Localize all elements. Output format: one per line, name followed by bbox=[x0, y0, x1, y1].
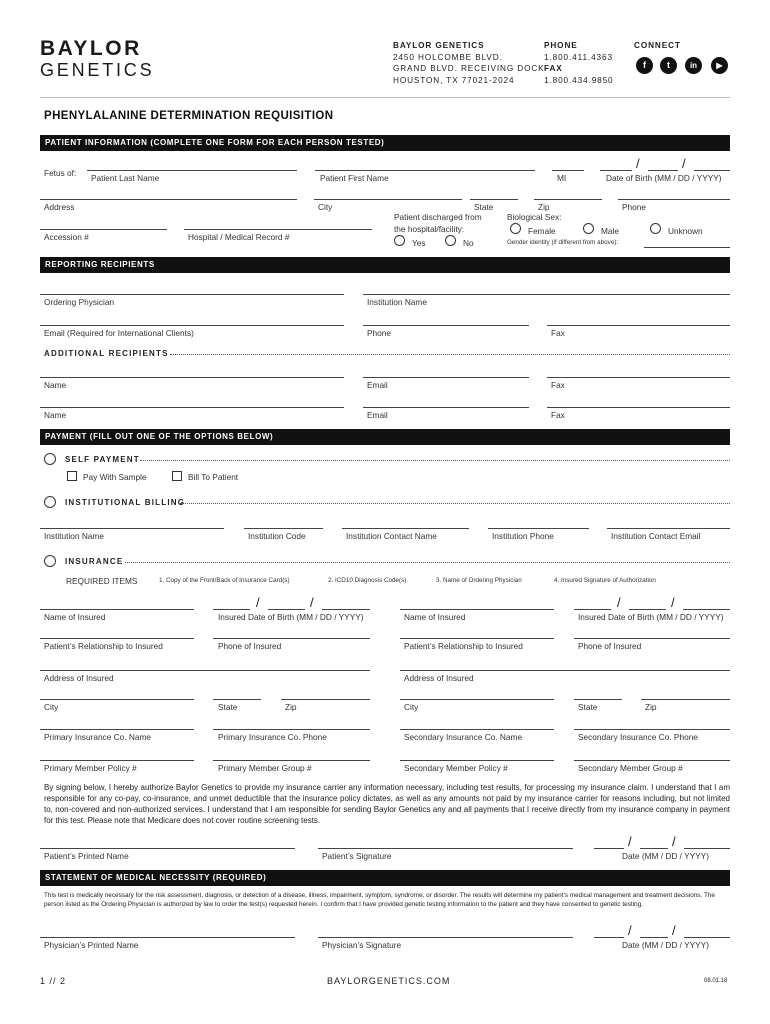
insured-state-field[interactable] bbox=[213, 699, 261, 700]
primary-phone-label: Primary Insurance Co. Phone bbox=[218, 732, 327, 742]
required-item: 2. ICD10 Diagnosis Code(s) bbox=[328, 577, 407, 584]
self-pay-radio[interactable] bbox=[44, 453, 56, 465]
accession-label: Accession # bbox=[44, 232, 89, 242]
address-label: Address bbox=[44, 202, 75, 212]
patient-info-bar: PATIENT INFORMATION (COMPLETE ONE FORM FOR EACH PERSON TESTED) bbox=[40, 135, 730, 151]
accession-field[interactable] bbox=[40, 229, 167, 230]
fax-label: FAX bbox=[544, 64, 563, 73]
institutional-heading: INSTITUTIONAL BILLING bbox=[65, 498, 186, 507]
self-pay-heading: SELF PAYMENT bbox=[65, 455, 140, 464]
insured-dob-month-field[interactable] bbox=[574, 609, 611, 610]
male-label: Male bbox=[601, 226, 619, 236]
first-name-field[interactable] bbox=[315, 170, 535, 171]
date-day-field[interactable] bbox=[640, 848, 668, 849]
institutional-radio[interactable] bbox=[44, 496, 56, 508]
address-insured-field[interactable] bbox=[40, 670, 370, 671]
insured-state-field[interactable] bbox=[574, 699, 622, 700]
inst-code-field[interactable] bbox=[244, 528, 323, 529]
last-name-field[interactable] bbox=[87, 170, 297, 171]
unknown-label: Unknown bbox=[668, 226, 703, 236]
insured-dob-year-field[interactable] bbox=[322, 609, 370, 610]
recipient-name-label: Name bbox=[44, 410, 67, 420]
recipient-email-field[interactable] bbox=[363, 377, 529, 378]
ordering-physician-field[interactable] bbox=[40, 294, 344, 295]
physician-signature-field[interactable] bbox=[318, 937, 573, 938]
yes-label: Yes bbox=[412, 238, 426, 248]
bill-to-patient-checkbox[interactable] bbox=[172, 471, 182, 481]
recipient-email-field[interactable] bbox=[363, 407, 529, 408]
discharged-yes-radio[interactable] bbox=[394, 235, 405, 246]
fax-field[interactable] bbox=[547, 325, 730, 326]
date-month-field[interactable] bbox=[594, 848, 624, 849]
logo-line1: BAYLOR bbox=[40, 37, 142, 60]
recipient-fax-label: Fax bbox=[551, 410, 565, 420]
insured-dob-day-field[interactable] bbox=[629, 609, 666, 610]
secondary-policy-field[interactable] bbox=[400, 760, 554, 761]
email-label: Email (Required for International Clients) bbox=[44, 328, 194, 338]
date-slash: / bbox=[628, 923, 632, 938]
linkedin-icon[interactable]: in bbox=[685, 57, 702, 74]
primary-co-label: Primary Insurance Co. Name bbox=[44, 732, 151, 742]
insured-dob-label: Insured Date of Birth (MM / DD / YYYY) bbox=[578, 612, 724, 622]
discharged-label-2: the hospital/facility: bbox=[394, 224, 465, 234]
insured-city-label: City bbox=[404, 702, 419, 712]
primary-group-field[interactable] bbox=[213, 760, 370, 761]
discharged-no-radio[interactable] bbox=[445, 235, 456, 246]
address-line: GRAND BLVD. RECEIVING DOCK bbox=[393, 64, 545, 73]
dob-label: Date of Birth (MM / DD / YYYY) bbox=[606, 173, 722, 183]
discharged-label: Patient discharged from bbox=[394, 212, 482, 222]
dob-slash: / bbox=[310, 595, 314, 610]
name-insured-field[interactable] bbox=[40, 609, 194, 610]
hospital-record-label: Hospital / Medical Record # bbox=[188, 232, 290, 242]
authorization-text: By signing below, I hereby authorize Baylor Genetics to provide my insurance carrier any information necessary, including test results, for processing my insurance claim. I understand that I am responsible for any co-pay, co-insurance, and unmet deductible that the insurance policy dictates, as well as any amounts not paid by my insurance carrier for reasons including, but not limited to, non-covered and non-authorized services. I understand that I am responsible for sending Baylor Genetics any and all payments that I receive directly from my insurance company in payment for this test. Please note that Medicare does not cover routine screening tests. bbox=[44, 783, 730, 825]
inst-contact-label: Institution Contact Name bbox=[346, 531, 437, 541]
female-radio[interactable] bbox=[510, 223, 521, 234]
first-name-label: Patient First Name bbox=[320, 173, 389, 183]
reporting-bar: REPORTING RECIPIENTS bbox=[40, 257, 730, 273]
phone-insured-field[interactable] bbox=[574, 638, 730, 639]
inst-name-field[interactable] bbox=[40, 528, 224, 529]
insured-city-field[interactable] bbox=[400, 699, 554, 700]
insured-city-field[interactable] bbox=[40, 699, 194, 700]
inst-phone-label: Institution Phone bbox=[492, 531, 554, 541]
insured-state-label: State bbox=[578, 702, 598, 712]
dob-year-field[interactable] bbox=[694, 170, 730, 171]
insured-zip-label: Zip bbox=[285, 702, 297, 712]
secondary-co-label: Secondary Insurance Co. Name bbox=[404, 732, 523, 742]
insured-zip-label: Zip bbox=[645, 702, 657, 712]
patient-printed-name-field[interactable] bbox=[40, 848, 295, 849]
dob-slash: / bbox=[256, 595, 260, 610]
secondary-phone-field[interactable] bbox=[574, 729, 730, 730]
date-slash: / bbox=[628, 834, 632, 849]
primary-group-label: Primary Member Group # bbox=[218, 763, 312, 773]
recipient-name-field[interactable] bbox=[40, 407, 344, 408]
physician-printed-name-label: Physician’s Printed Name bbox=[44, 940, 139, 950]
institution-name-field[interactable] bbox=[363, 294, 730, 295]
insured-dob-label: Insured Date of Birth (MM / DD / YYYY) bbox=[218, 612, 364, 622]
insured-dob-month-field[interactable] bbox=[213, 609, 250, 610]
insurance-radio[interactable] bbox=[44, 555, 56, 567]
address-block bbox=[393, 40, 545, 86]
date-slash: / bbox=[672, 923, 676, 938]
dob-slash: / bbox=[671, 595, 675, 610]
secondary-group-field[interactable] bbox=[574, 760, 730, 761]
date-year-field[interactable] bbox=[684, 937, 730, 938]
name-insured-field[interactable] bbox=[400, 609, 554, 610]
insured-zip-field[interactable] bbox=[641, 699, 730, 700]
institution-name-label: Institution Name bbox=[367, 297, 427, 307]
secondary-co-field[interactable] bbox=[400, 729, 554, 730]
mi-field[interactable] bbox=[552, 170, 584, 171]
inst-name-label: Institution Name bbox=[44, 531, 104, 541]
recipient-fax-field[interactable] bbox=[547, 377, 730, 378]
male-radio[interactable] bbox=[583, 223, 594, 234]
additional-recipients-heading: ADDITIONAL RECIPIENTS bbox=[44, 349, 169, 358]
insured-dob-day-field[interactable] bbox=[268, 609, 305, 610]
relationship-label: Patient’s Relationship to Insured bbox=[404, 641, 523, 651]
address-insured-field[interactable] bbox=[400, 670, 730, 671]
contact-block bbox=[544, 40, 614, 86]
gender-identity-field[interactable] bbox=[644, 247, 730, 248]
email-field[interactable] bbox=[40, 325, 344, 326]
recipient-name-field[interactable] bbox=[40, 377, 344, 378]
recipient-fax-label: Fax bbox=[551, 380, 565, 390]
phone-insured-label: Phone of Insured bbox=[218, 641, 282, 651]
logo-line2: GENETICS bbox=[40, 60, 155, 80]
secondary-group-label: Secondary Member Group # bbox=[578, 763, 683, 773]
phone-insured-field[interactable] bbox=[213, 638, 370, 639]
unknown-radio[interactable] bbox=[650, 223, 661, 234]
form-title: PHENYLALANINE DETERMINATION REQUISITION bbox=[44, 110, 334, 122]
fetus-of-label: Fetus of: bbox=[44, 168, 77, 178]
patient-printed-name-label: Patient’s Printed Name bbox=[44, 851, 129, 861]
inst-code-label: Institution Code bbox=[248, 531, 306, 541]
phone-field[interactable] bbox=[363, 325, 529, 326]
date-label: Date (MM / DD / YYYY) bbox=[622, 940, 709, 950]
insured-city-label: City bbox=[44, 702, 59, 712]
physician-signature-label: Physician’s Signature bbox=[322, 940, 402, 950]
state-field[interactable] bbox=[470, 199, 518, 200]
section-divider bbox=[180, 503, 730, 504]
phone-label-field: Phone bbox=[622, 202, 646, 212]
name-insured-label: Name of Insured bbox=[404, 612, 466, 622]
inst-contact-field[interactable] bbox=[342, 528, 469, 529]
zip-label: Zip bbox=[538, 202, 550, 212]
patient-signature-label: Patient’s Signature bbox=[322, 851, 392, 861]
name-insured-label: Name of Insured bbox=[44, 612, 106, 622]
page-number: 1 // 2 bbox=[40, 976, 67, 986]
payment-bar: PAYMENT (FILL OUT ONE OF THE OPTIONS BELOW) bbox=[40, 429, 730, 445]
address-line: 2450 HOLCOMBE BLVD. bbox=[393, 52, 503, 62]
header-divider bbox=[40, 97, 730, 98]
fax-number: 1.800.434.9850 bbox=[544, 75, 614, 85]
required-item: 4. Insured Signature of Authorization bbox=[554, 577, 656, 584]
primary-policy-field[interactable] bbox=[40, 760, 194, 761]
inst-email-label: Institution Contact Email bbox=[611, 531, 701, 541]
pay-with-sample-label: Pay With Sample bbox=[83, 472, 147, 482]
address-title: BAYLOR GENETICS bbox=[393, 41, 485, 50]
twitter-icon[interactable]: t bbox=[660, 57, 677, 74]
bill-to-patient-label: Bill To Patient bbox=[188, 472, 239, 482]
female-label: Female bbox=[528, 226, 556, 236]
recipient-name-label: Name bbox=[44, 380, 67, 390]
address-field[interactable] bbox=[40, 199, 297, 200]
necessity-bar: STATEMENT OF MEDICAL NECESSITY (REQUIRED) bbox=[40, 870, 730, 886]
date-year-field[interactable] bbox=[684, 848, 730, 849]
date-month-field[interactable] bbox=[594, 937, 624, 938]
section-divider bbox=[125, 562, 730, 563]
state-label: State bbox=[474, 202, 494, 212]
dob-month-field[interactable] bbox=[600, 170, 632, 171]
primary-policy-label: Primary Member Policy # bbox=[44, 763, 137, 773]
dob-day-field[interactable] bbox=[648, 170, 678, 171]
insurance-heading: INSURANCE bbox=[65, 557, 124, 566]
recipient-email-label: Email bbox=[367, 380, 388, 390]
relationship-field[interactable] bbox=[40, 638, 194, 639]
last-name-label: Patient Last Name bbox=[91, 173, 160, 183]
recipient-fax-field[interactable] bbox=[547, 407, 730, 408]
website-link[interactable]: BAYLORGENETICS.COM bbox=[327, 976, 451, 986]
bio-sex-label: Biological Sex: bbox=[507, 212, 562, 222]
section-divider bbox=[140, 460, 730, 461]
necessity-text: This test is medically necessary for the risk assessment, diagnosis, or detection of a disease, illness, impairment, symptom, syndrome, or disorder. The results will determine my patient’s medical management and treatment decisions. The person listed as the Ordering Physician is authorized by law to order the test(s) requested herein. I confirm that I have provided genetic testing information to the patient and they have consented to genetic testing. bbox=[44, 892, 715, 908]
address-insured-label: Address of Insured bbox=[404, 673, 474, 683]
gender-identity-label: Gender identity (if different from above): bbox=[507, 239, 619, 246]
youtube-icon[interactable]: ▶ bbox=[711, 57, 728, 74]
insured-dob-year-field[interactable] bbox=[683, 609, 730, 610]
patient-signature-field[interactable] bbox=[318, 848, 573, 849]
no-label: No bbox=[463, 238, 474, 248]
logo bbox=[40, 38, 154, 80]
primary-co-field[interactable] bbox=[40, 729, 194, 730]
hospital-record-field[interactable] bbox=[184, 229, 372, 230]
required-item: 1. Copy of the Front/Back of Insurance Card(s) bbox=[159, 577, 290, 584]
version-date: 08.01.18 bbox=[704, 978, 728, 984]
relationship-label: Patient’s Relationship to Insured bbox=[44, 641, 163, 651]
required-item: 3. Name of Ordering Physician bbox=[436, 577, 522, 584]
address-insured-label: Address of Insured bbox=[44, 673, 114, 683]
dob-slash: / bbox=[636, 156, 640, 171]
phone-insured-label: Phone of Insured bbox=[578, 641, 642, 651]
phone-number: 1.800.411.4363 bbox=[544, 52, 613, 62]
insured-state-label: State bbox=[218, 702, 238, 712]
insured-zip-field[interactable] bbox=[281, 699, 370, 700]
section-divider bbox=[170, 354, 730, 355]
secondary-phone-label: Secondary Insurance Co. Phone bbox=[578, 732, 698, 742]
dob-slash: / bbox=[682, 156, 686, 171]
city-field[interactable] bbox=[314, 199, 462, 200]
date-slash: / bbox=[672, 834, 676, 849]
mi-label: MI bbox=[557, 173, 567, 183]
phone-label: Phone bbox=[367, 328, 391, 338]
secondary-policy-label: Secondary Member Policy # bbox=[404, 763, 508, 773]
address-line: HOUSTON, TX 77021-2024 bbox=[393, 75, 515, 85]
dob-slash: / bbox=[617, 595, 621, 610]
phone-label: PHONE bbox=[544, 41, 578, 50]
fax-label: Fax bbox=[551, 328, 565, 338]
date-day-field[interactable] bbox=[640, 937, 668, 938]
primary-phone-field[interactable] bbox=[213, 729, 370, 730]
zip-field[interactable] bbox=[534, 199, 602, 200]
physician-printed-name-field[interactable] bbox=[40, 937, 295, 938]
ordering-physician-label: Ordering Physician bbox=[44, 297, 115, 307]
date-label: Date (MM / DD / YYYY) bbox=[622, 851, 709, 861]
phone-field[interactable] bbox=[618, 199, 730, 200]
connect-label: CONNECT bbox=[634, 41, 681, 50]
recipient-email-label: Email bbox=[367, 410, 388, 420]
city-label: City bbox=[318, 202, 333, 212]
inst-phone-field[interactable] bbox=[488, 528, 589, 529]
relationship-field[interactable] bbox=[400, 638, 554, 639]
pay-with-sample-checkbox[interactable] bbox=[67, 471, 77, 481]
required-items-label: REQUIRED ITEMS bbox=[66, 576, 138, 586]
facebook-icon[interactable]: f bbox=[636, 57, 653, 74]
inst-email-field[interactable] bbox=[607, 528, 730, 529]
